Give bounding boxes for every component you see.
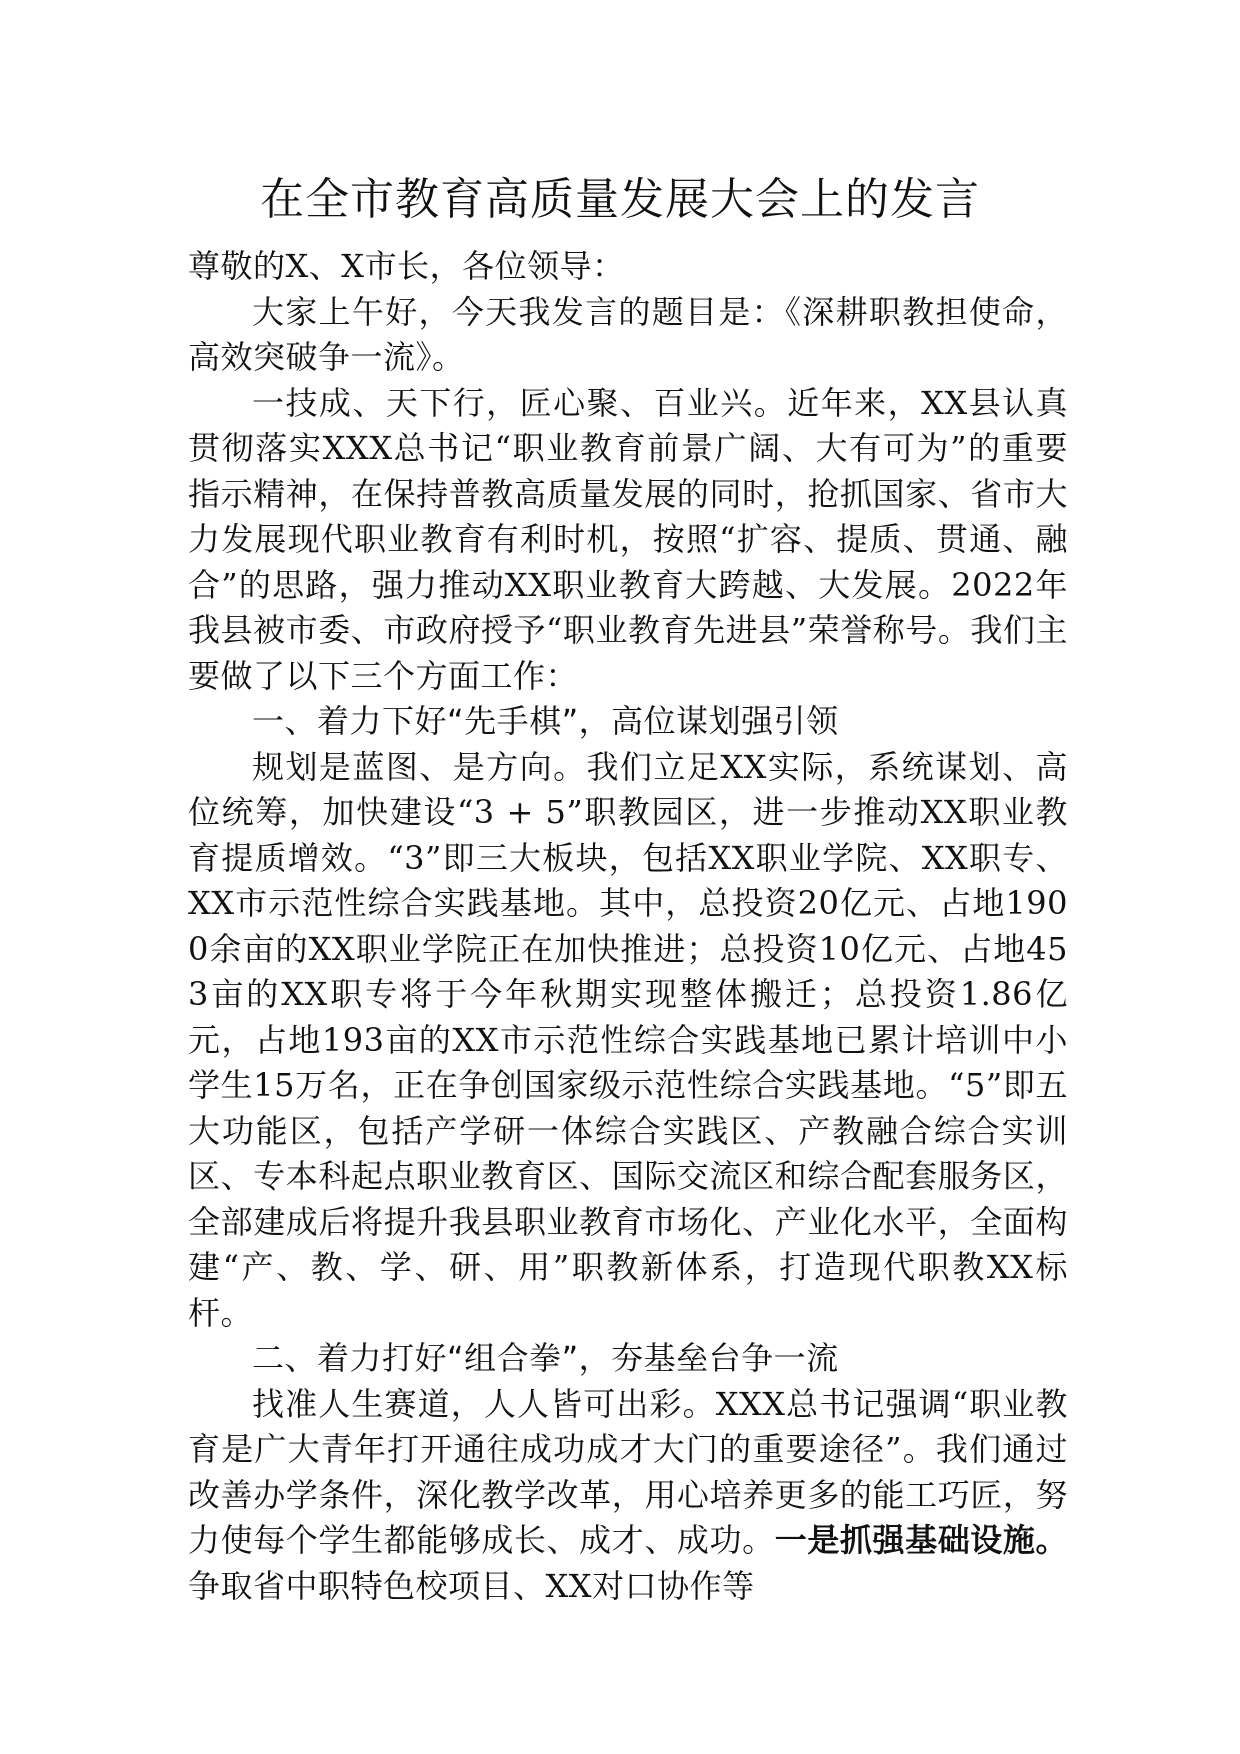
section-2-heading: 二、着力打好“组合拳”，夯基垒台争一流 bbox=[252, 1339, 839, 1377]
section-2-text: 找准人生赛道，人人皆可出彩。XXX总书记强调“职业教育是广大青年打开通往成功成才大门的重要途径”。我们通过改善办学条件，深化教学改革，用心培养更多的能工巧匠，努力使每个学生都能够成长、成才、成功。 bbox=[188, 1384, 1068, 1559]
section-1-paragraph: 规划是蓝图、是方向。我们立足XX实际，系统谋划、高位统筹，加快建设“3 + 5”职教园区，进一步推动XX职业教育提质增效。“3”即三大板块，包括XX职业学院、XX职专、XX市示范性综合实践基地。其中，总投资20亿元、占地1900余亩的XX职业学院正在加快推进；总投资10亿元、占地453亩的XX职专将于今年秋期实现整体搬迁；总投资1.86亿元，占地193亩的XX市示范性综合实践基地已累计培训中小学生15万名，正在争创国家级示范性综合实践基地。“5”即五大功能区，包括产学研一体综合实践区、产教融合综合实训区、专本科起点职业教育区、国际交流区和综合配套服务区，全部建成后将提升我县职业教育市场化、产业化水平，全面构建“产、教、学、研、用”职教新体系，打造现代职教XX标杆。 bbox=[188, 747, 1068, 1332]
opening-paragraph: 大家上午好，今天我发言的题目是：《深耕职教担使命，高效突破争一流》。 bbox=[188, 292, 1068, 376]
section-2-bold-point: 一是抓强基础设施。 bbox=[774, 1521, 1068, 1559]
document-title: 在全市教育高质量发展大会上的发言 bbox=[260, 174, 980, 225]
intro-paragraph: 一技成、天下行，匠心聚、百业兴。近年来，XX县认真贯彻落实XXX总书记“职业教育前景广阔、大有可为”的重要指示精神，在保持普教高质量发展的同时，抢抓国家、省市大力发展现代职业教育有利时机，按照“扩容、提质、贯通、融合”的思路，强力推动XX职业教育大跨越、大发展。2022年我县被市委、市政府授予“职业教育先进县”荣誉称号。我们主要做了以下三个方面工作： bbox=[188, 383, 1068, 695]
document-body bbox=[188, 244, 1068, 1609]
section-1-heading: 一、着力下好“先手棋”，高位谋划强引领 bbox=[252, 702, 839, 740]
section-2-continued-text: 争取省中职特色校项目、XX对口协作等 bbox=[188, 1566, 755, 1605]
salutation: 尊敬的X、X市长，各位领导： bbox=[188, 247, 625, 285]
section-2-paragraph bbox=[188, 1382, 1068, 1610]
